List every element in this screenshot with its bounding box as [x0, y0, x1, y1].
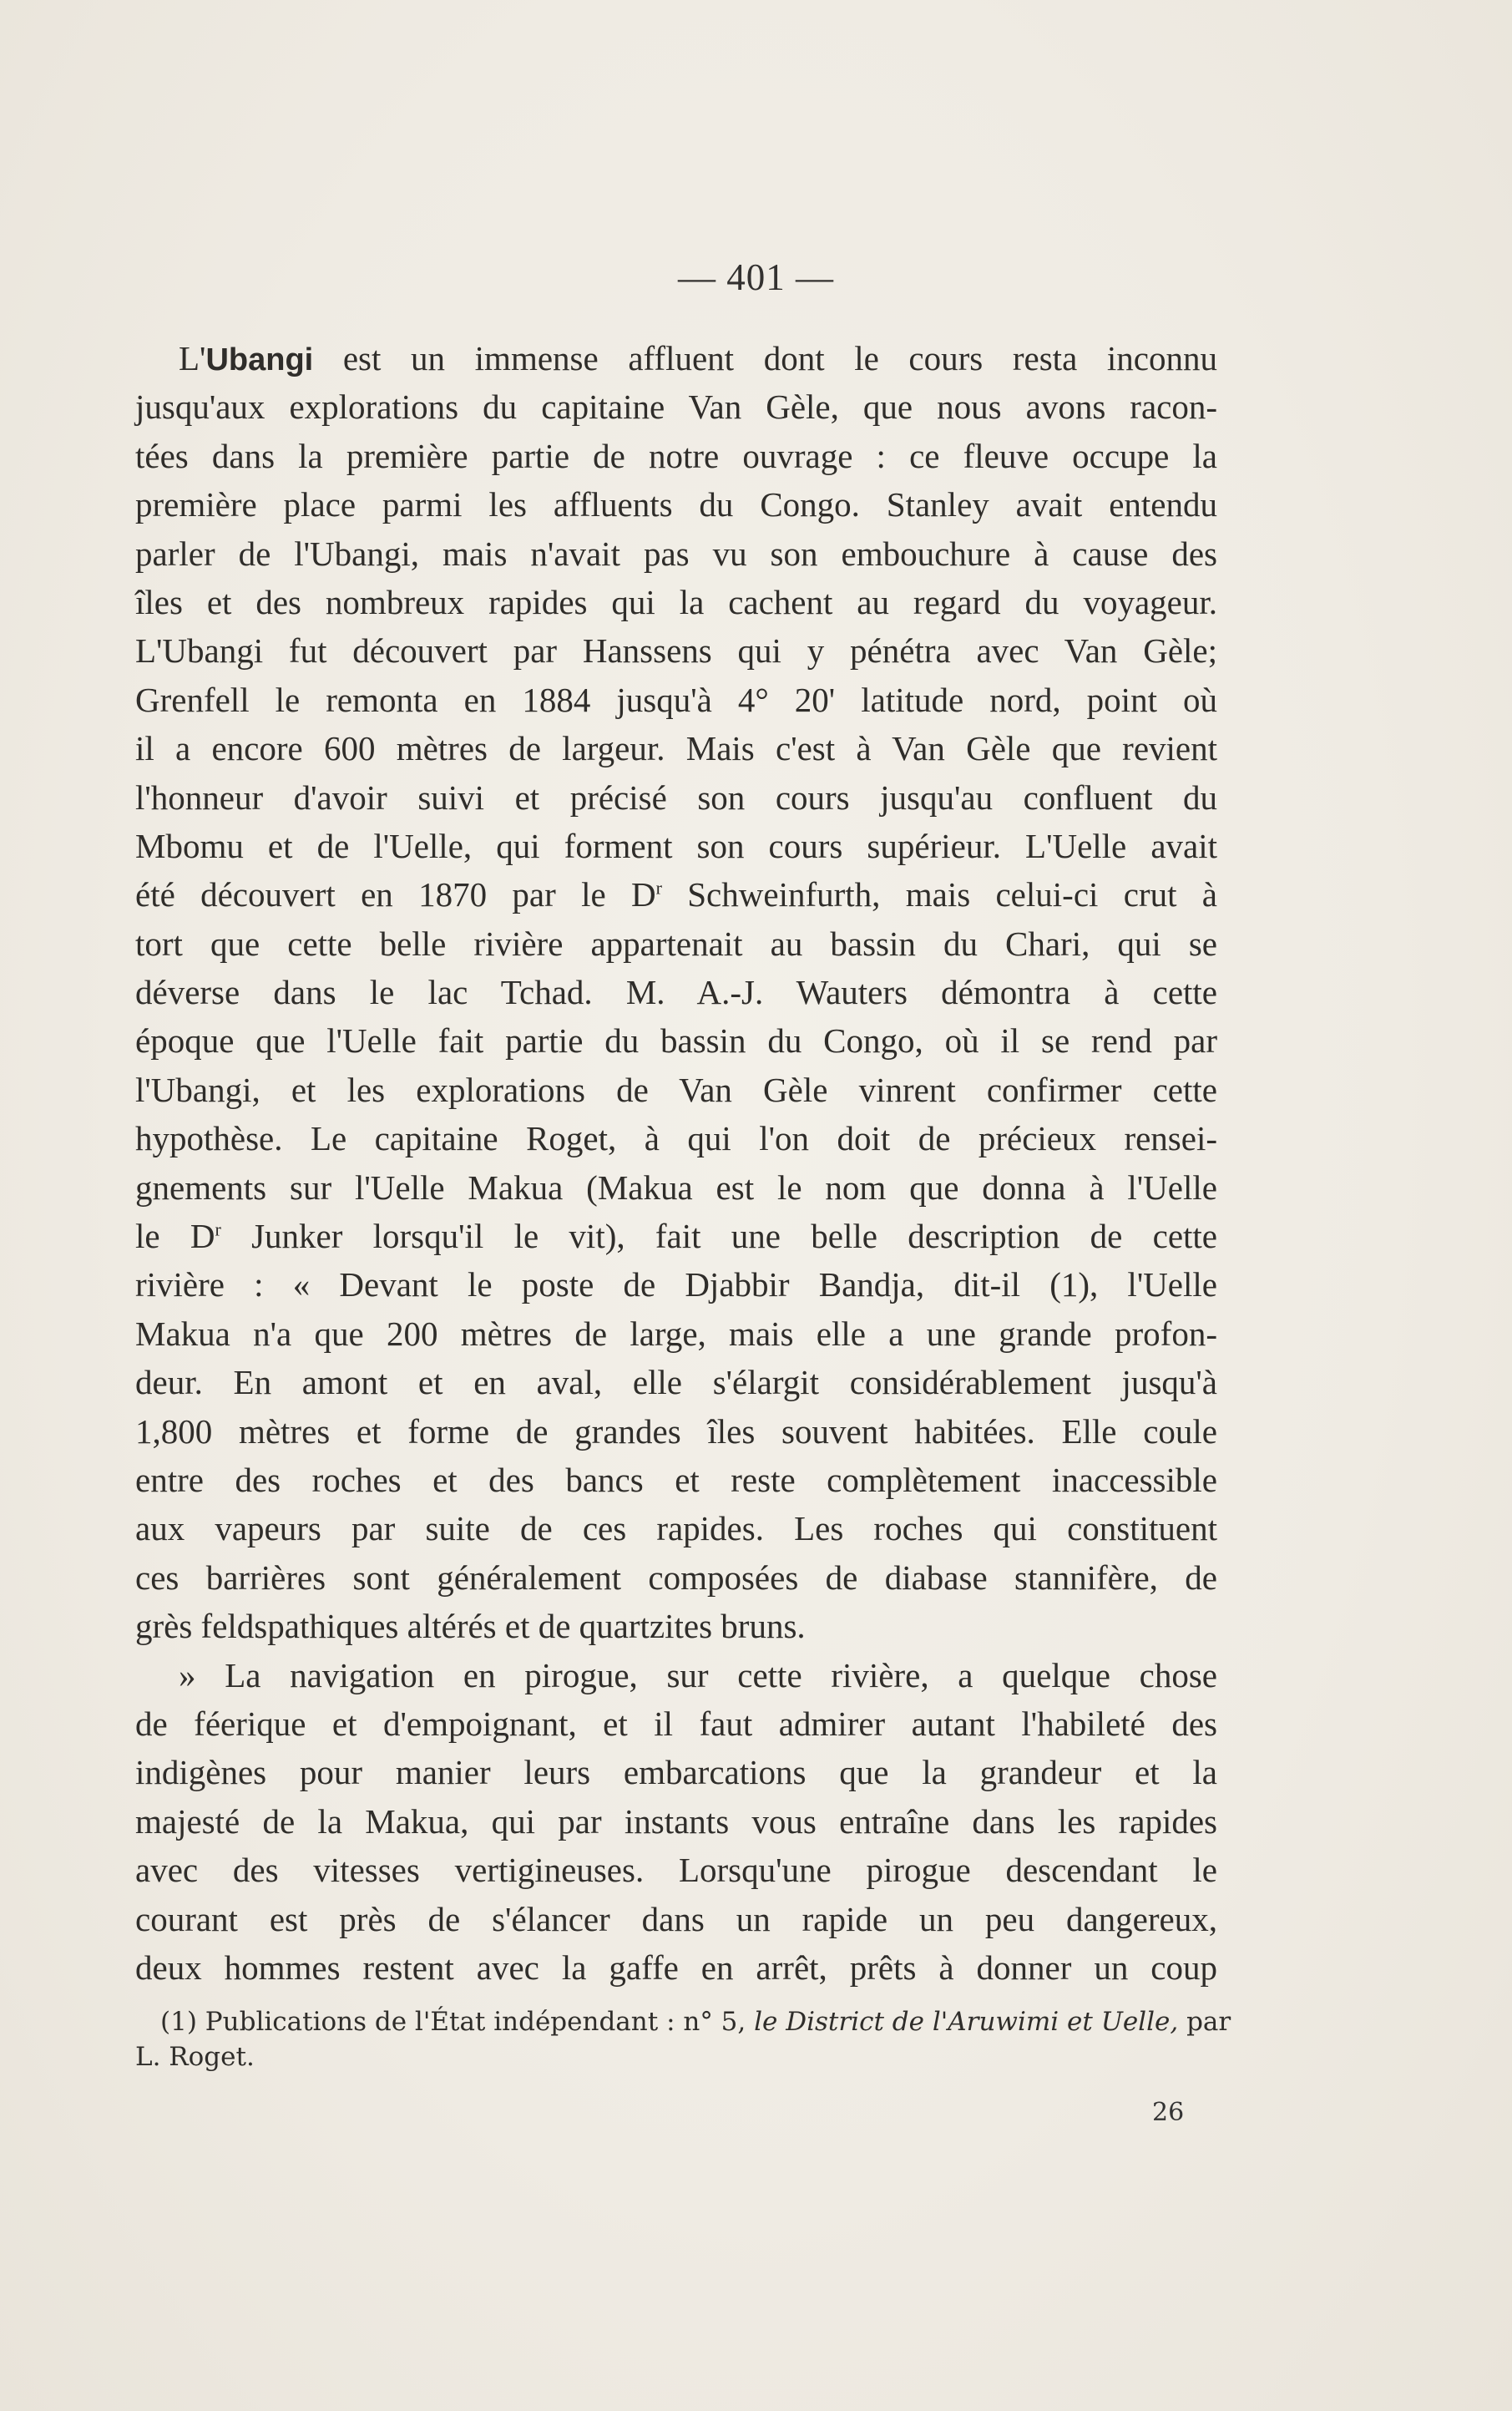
text-line: ces barrières sont généralement composées de diabase stannifère, de	[135, 1558, 1217, 1597]
footnote-line: (1) Publications de l'État indépendant : n° 5, le District de l'Aruwimi et Uelle, par	[160, 2007, 1231, 2037]
text-line: déverse dans le lac Tchad. M. A.-J. Wauters démontra à cette	[135, 973, 1217, 1012]
text-line: majesté de la Makua, qui par instants vous entraîne dans les rapides	[135, 1801, 1217, 1841]
text-line: grès feldspathiques altérés et de quartzites bruns.	[135, 1607, 806, 1646]
footnote-author: L. Roget.	[135, 2042, 255, 2072]
text-line: L'Ubangi est un immense affluent dont le cours resta inconnu	[179, 339, 1217, 377]
text-line: L'Ubangi fut découvert par Hanssens qui y pénétra avec Van Gèle;	[135, 631, 1217, 671]
text-line: il a encore 600 mètres de largeur. Mais c'est à Van Gèle que revient	[135, 729, 1217, 768]
text-line: le $D^r$ Junker lorsqu'il le vit), fait une belle description de cette	[135, 1217, 1217, 1256]
text-line: Grenfell le remonta en 1884 jusqu'à 4° 20' latitude nord, point où	[135, 680, 1217, 719]
text-line: » La navigation en pirogue, sur cette rivière, a quelque chose	[179, 1655, 1217, 1694]
text-line: rivière : « Devant le poste de Djabbir Bandja, dit-il (1), l'Uelle	[135, 1265, 1217, 1304]
text-line: deux hommes restent avec la gaffe en arrêt, prêts à donner un coup	[135, 1948, 1217, 1987]
page-number: — 401 —	[678, 256, 834, 298]
text-line: avec des vitesses vertigineuses. Lorsqu'une pirogue descendant le	[135, 1851, 1217, 1890]
bold-term-ubangi: Ubangi	[205, 342, 314, 377]
footnote	[135, 2004, 1231, 2074]
text-line: de féerique et d'empoignant, et il faut admirer autant l'habileté des	[135, 1704, 1217, 1743]
text-line: aux vapeurs par suite de ces rapides. Les roches qui constituent	[135, 1509, 1217, 1548]
signature-mark: 26	[1152, 2098, 1185, 2127]
text-line: 1,800 mètres et forme de grandes îles souvent habitées. Elle coule	[135, 1411, 1217, 1451]
text-line: tées dans la première partie de notre ouvrage : ce fleuve occupe la	[135, 436, 1217, 475]
text-line: entre des roches et des bancs et reste complètement inaccessible	[135, 1460, 1217, 1499]
text-line: l'honneur d'avoir suivi et précisé son cours jusqu'au confluent du	[135, 777, 1217, 817]
text-line: gnements sur l'Uelle Makua (Makua est le nom que donna à l'Uelle	[135, 1168, 1217, 1207]
text-line: îles et des nombreux rapides qui la cachent au regard du voyageur.	[135, 582, 1217, 621]
text-line: Mbomu et de l'Uelle, qui forment son cours supérieur. L'Uelle avait	[135, 826, 1217, 865]
text-line: parler de l'Ubangi, mais n'avait pas vu son embouchure à cause des	[135, 534, 1217, 573]
text-line: été découvert en 1870 par le $D^r$ Schweinfurth, mais celui-ci crut à	[135, 875, 1217, 914]
footnote-title: le District de l'Aruwimi et Uelle,	[754, 2007, 1179, 2037]
footnote-marker: (1)	[160, 2007, 197, 2037]
text-line: époque que l'Uelle fait partie du bassin du Congo, où il se rend par	[135, 1021, 1217, 1061]
text-line: l'Ubangi, et les explorations de Van Gèle vinrent confirmer cette	[135, 1070, 1217, 1109]
text-line: tort que cette belle rivière appartenait au bassin du Chari, qui se	[135, 924, 1217, 963]
text-line: jusqu'aux explorations du capitaine Van Gèle, que nous avons racon-	[135, 387, 1217, 427]
text-line: Makua n'a que 200 mètres de large, mais elle a une grande profon-	[135, 1314, 1217, 1353]
text-line: courant est près de s'élancer dans un rapide un peu dangereux,	[135, 1899, 1217, 1938]
body-text	[135, 334, 1217, 1992]
text-line: hypothèse. Le capitaine Roget, à qui l'on doit de précieux rensei-	[135, 1119, 1217, 1158]
text-line: première place parmi les affluents du Congo. Stanley avait entendu	[135, 485, 1217, 524]
text-line: deur. En amont et en aval, elle s'élargit considérablement jusqu'à	[135, 1363, 1217, 1402]
text-line: indigènes pour manier leurs embarcations que la grandeur et la	[135, 1753, 1217, 1792]
